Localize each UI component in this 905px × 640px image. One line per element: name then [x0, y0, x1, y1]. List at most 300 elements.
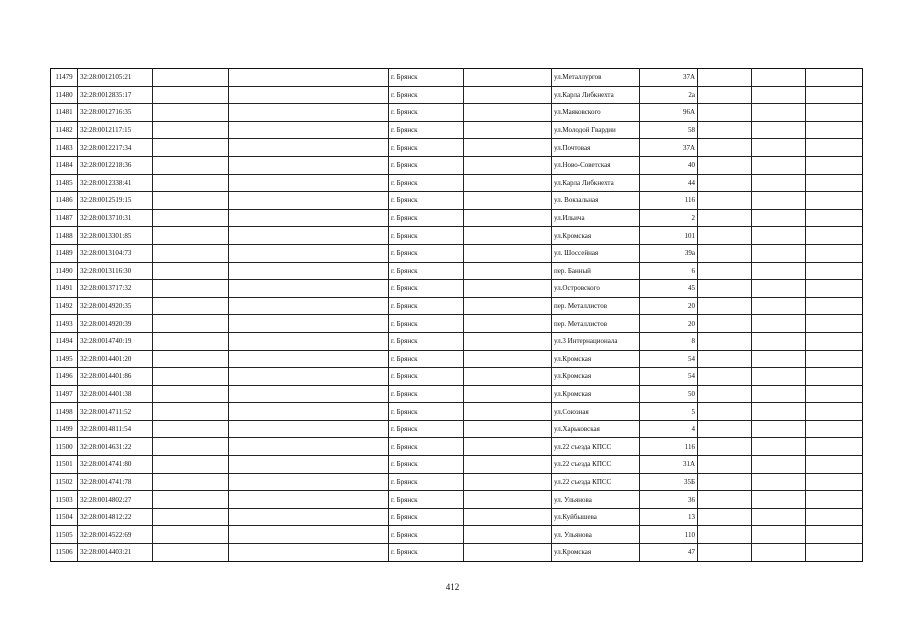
- row-number: 11506: [51, 544, 78, 562]
- empty-cell: [806, 297, 863, 315]
- table-row: [51, 69, 863, 87]
- row-number: 11501: [51, 456, 78, 474]
- empty-cell: [153, 526, 229, 544]
- row-number: 11502: [51, 473, 78, 491]
- empty-cell: [153, 473, 229, 491]
- city-cell: г. Брянск: [389, 262, 464, 280]
- empty-cell: [153, 139, 229, 157]
- empty-cell: [806, 438, 863, 456]
- empty-cell: [229, 438, 389, 456]
- empty-cell: [698, 473, 752, 491]
- empty-cell: [698, 508, 752, 526]
- house-number: 20: [640, 297, 698, 315]
- empty-cell: [153, 192, 229, 210]
- row-number: 11497: [51, 385, 78, 403]
- cadastral-number: 32:28:0012716:35: [78, 104, 153, 122]
- empty-cell: [229, 491, 389, 509]
- cadastral-number: 32:28:0014401:86: [78, 368, 153, 386]
- street-cell: ул. Ульянова: [552, 526, 640, 544]
- cadastral-number: 32:28:0014522:69: [78, 526, 153, 544]
- table-row: [51, 86, 863, 104]
- table-row: [51, 174, 863, 192]
- table-row: [51, 297, 863, 315]
- row-number: 11486: [51, 192, 78, 210]
- street-cell: ул.22 съезда КПСС: [552, 473, 640, 491]
- empty-cell: [752, 280, 806, 298]
- empty-cell: [229, 244, 389, 262]
- empty-cell: [752, 121, 806, 139]
- row-number: 11503: [51, 491, 78, 509]
- empty-cell: [698, 139, 752, 157]
- empty-cell: [806, 121, 863, 139]
- row-number: 11480: [51, 86, 78, 104]
- cadastral-number: 32:28:0014401:20: [78, 350, 153, 368]
- empty-cell: [806, 456, 863, 474]
- city-cell: г. Брянск: [389, 297, 464, 315]
- city-cell: г. Брянск: [389, 192, 464, 210]
- city-cell: г. Брянск: [389, 420, 464, 438]
- city-cell: г. Брянск: [389, 86, 464, 104]
- empty-cell: [752, 104, 806, 122]
- row-number: 11499: [51, 420, 78, 438]
- empty-cell: [698, 350, 752, 368]
- empty-cell: [229, 544, 389, 562]
- empty-cell: [464, 69, 552, 87]
- empty-cell: [153, 403, 229, 421]
- empty-cell: [806, 209, 863, 227]
- empty-cell: [464, 385, 552, 403]
- empty-cell: [464, 438, 552, 456]
- empty-cell: [153, 544, 229, 562]
- city-cell: г. Брянск: [389, 332, 464, 350]
- empty-cell: [806, 315, 863, 333]
- street-cell: пер. Банный: [552, 262, 640, 280]
- city-cell: г. Брянск: [389, 456, 464, 474]
- city-cell: г. Брянск: [389, 385, 464, 403]
- house-number: 37А: [640, 139, 698, 157]
- empty-cell: [464, 526, 552, 544]
- row-number: 11492: [51, 297, 78, 315]
- row-number: 11505: [51, 526, 78, 544]
- empty-cell: [464, 209, 552, 227]
- street-cell: ул.Кромская: [552, 544, 640, 562]
- empty-cell: [153, 438, 229, 456]
- empty-cell: [229, 280, 389, 298]
- empty-cell: [752, 491, 806, 509]
- empty-cell: [806, 227, 863, 245]
- empty-cell: [752, 69, 806, 87]
- house-number: 110: [640, 526, 698, 544]
- house-number: 40: [640, 156, 698, 174]
- empty-cell: [229, 332, 389, 350]
- city-cell: г. Брянск: [389, 438, 464, 456]
- house-number: 54: [640, 350, 698, 368]
- empty-cell: [153, 332, 229, 350]
- house-number: 47: [640, 544, 698, 562]
- empty-cell: [806, 368, 863, 386]
- city-cell: г. Брянск: [389, 473, 464, 491]
- empty-cell: [464, 420, 552, 438]
- empty-cell: [806, 508, 863, 526]
- row-number: 11479: [51, 69, 78, 87]
- empty-cell: [464, 262, 552, 280]
- empty-cell: [229, 508, 389, 526]
- empty-cell: [153, 508, 229, 526]
- city-cell: г. Брянск: [389, 121, 464, 139]
- empty-cell: [153, 227, 229, 245]
- house-number: 54: [640, 368, 698, 386]
- table-row: [51, 104, 863, 122]
- empty-cell: [806, 332, 863, 350]
- empty-cell: [464, 403, 552, 421]
- empty-cell: [806, 350, 863, 368]
- table-row: [51, 350, 863, 368]
- empty-cell: [752, 156, 806, 174]
- empty-cell: [698, 544, 752, 562]
- empty-cell: [752, 508, 806, 526]
- house-number: 44: [640, 174, 698, 192]
- empty-cell: [806, 280, 863, 298]
- empty-cell: [153, 69, 229, 87]
- empty-cell: [464, 350, 552, 368]
- table-row: [51, 156, 863, 174]
- cadastral-number: 32:28:0012105:21: [78, 69, 153, 87]
- house-number: 6: [640, 262, 698, 280]
- empty-cell: [229, 227, 389, 245]
- cadastral-number: 32:28:0013116:30: [78, 262, 153, 280]
- cadastral-number: 32:28:0014811:54: [78, 420, 153, 438]
- empty-cell: [464, 104, 552, 122]
- city-cell: г. Брянск: [389, 174, 464, 192]
- empty-cell: [698, 438, 752, 456]
- row-number: 11487: [51, 209, 78, 227]
- empty-cell: [752, 297, 806, 315]
- empty-cell: [229, 192, 389, 210]
- empty-cell: [229, 473, 389, 491]
- house-number: 4: [640, 420, 698, 438]
- cadastral-number: 32:28:0014920:35: [78, 297, 153, 315]
- empty-cell: [698, 420, 752, 438]
- house-number: 8: [640, 332, 698, 350]
- empty-cell: [698, 315, 752, 333]
- city-cell: г. Брянск: [389, 139, 464, 157]
- empty-cell: [464, 121, 552, 139]
- empty-cell: [752, 209, 806, 227]
- empty-cell: [698, 368, 752, 386]
- city-cell: г. Брянск: [389, 227, 464, 245]
- empty-cell: [806, 420, 863, 438]
- house-number: 96А: [640, 104, 698, 122]
- empty-cell: [698, 104, 752, 122]
- empty-cell: [752, 244, 806, 262]
- empty-cell: [752, 315, 806, 333]
- street-cell: ул.22 съезда КПСС: [552, 438, 640, 456]
- empty-cell: [464, 508, 552, 526]
- street-cell: ул.Кромская: [552, 368, 640, 386]
- street-cell: ул.22 съезда КПСС: [552, 456, 640, 474]
- empty-cell: [752, 174, 806, 192]
- empty-cell: [229, 121, 389, 139]
- empty-cell: [806, 69, 863, 87]
- empty-cell: [698, 227, 752, 245]
- house-number: 50: [640, 385, 698, 403]
- empty-cell: [229, 368, 389, 386]
- cadastral-number: 32:28:0012217:34: [78, 139, 153, 157]
- empty-cell: [698, 156, 752, 174]
- city-cell: г. Брянск: [389, 368, 464, 386]
- city-cell: г. Брянск: [389, 209, 464, 227]
- empty-cell: [464, 456, 552, 474]
- row-number: 11490: [51, 262, 78, 280]
- empty-cell: [464, 174, 552, 192]
- table-row: [51, 121, 863, 139]
- city-cell: г. Брянск: [389, 403, 464, 421]
- empty-cell: [752, 544, 806, 562]
- empty-cell: [229, 526, 389, 544]
- table-row: [51, 526, 863, 544]
- empty-cell: [153, 86, 229, 104]
- empty-cell: [153, 209, 229, 227]
- empty-cell: [229, 350, 389, 368]
- cadastral-number: 32:28:0013104:73: [78, 244, 153, 262]
- row-number: 11495: [51, 350, 78, 368]
- row-number: 11491: [51, 280, 78, 298]
- empty-cell: [698, 209, 752, 227]
- cadastral-number: 32:28:0013717:32: [78, 280, 153, 298]
- empty-cell: [752, 139, 806, 157]
- empty-cell: [698, 174, 752, 192]
- row-number: 11498: [51, 403, 78, 421]
- street-cell: ул.Кромская: [552, 385, 640, 403]
- empty-cell: [806, 262, 863, 280]
- cadastral-number: 32:28:0014403:21: [78, 544, 153, 562]
- empty-cell: [229, 456, 389, 474]
- empty-cell: [229, 156, 389, 174]
- empty-cell: [153, 174, 229, 192]
- city-cell: г. Брянск: [389, 104, 464, 122]
- city-cell: г. Брянск: [389, 544, 464, 562]
- empty-cell: [698, 280, 752, 298]
- street-cell: пер. Металлистов: [552, 315, 640, 333]
- street-cell: ул.Ильича: [552, 209, 640, 227]
- street-cell: ул.Маяковского: [552, 104, 640, 122]
- empty-cell: [229, 385, 389, 403]
- cadastral-number: 32:28:0012117:15: [78, 121, 153, 139]
- empty-cell: [229, 86, 389, 104]
- empty-cell: [464, 139, 552, 157]
- empty-cell: [698, 385, 752, 403]
- empty-cell: [698, 86, 752, 104]
- row-number: 11485: [51, 174, 78, 192]
- city-cell: г. Брянск: [389, 280, 464, 298]
- empty-cell: [153, 121, 229, 139]
- empty-cell: [698, 297, 752, 315]
- cadastral-number: 32:28:0014631:22: [78, 438, 153, 456]
- empty-cell: [698, 403, 752, 421]
- cadastral-number: 32:28:0014920:39: [78, 315, 153, 333]
- street-cell: ул. Вокзальная: [552, 192, 640, 210]
- table-row: [51, 139, 863, 157]
- table-row: [51, 332, 863, 350]
- empty-cell: [153, 104, 229, 122]
- street-cell: ул.Карла Либкнехта: [552, 174, 640, 192]
- table-row: [51, 192, 863, 210]
- street-cell: ул.Союзная: [552, 403, 640, 421]
- table-row: [51, 262, 863, 280]
- table-row: [51, 385, 863, 403]
- table-row: [51, 227, 863, 245]
- row-number: 11484: [51, 156, 78, 174]
- empty-cell: [153, 385, 229, 403]
- empty-cell: [752, 385, 806, 403]
- empty-cell: [806, 156, 863, 174]
- empty-cell: [806, 139, 863, 157]
- empty-cell: [698, 262, 752, 280]
- empty-cell: [752, 227, 806, 245]
- empty-cell: [153, 297, 229, 315]
- empty-cell: [464, 315, 552, 333]
- empty-cell: [464, 544, 552, 562]
- house-number: 31А: [640, 456, 698, 474]
- empty-cell: [153, 315, 229, 333]
- empty-cell: [806, 526, 863, 544]
- house-number: 39а: [640, 244, 698, 262]
- city-cell: г. Брянск: [389, 526, 464, 544]
- cadastral-number: 32:28:0012218:36: [78, 156, 153, 174]
- empty-cell: [752, 368, 806, 386]
- row-number: 11504: [51, 508, 78, 526]
- city-cell: г. Брянск: [389, 315, 464, 333]
- empty-cell: [698, 332, 752, 350]
- table-row: [51, 420, 863, 438]
- city-cell: г. Брянск: [389, 156, 464, 174]
- street-cell: ул.Почтовая: [552, 139, 640, 157]
- empty-cell: [806, 473, 863, 491]
- empty-cell: [752, 192, 806, 210]
- house-number: 20: [640, 315, 698, 333]
- cadastral-number: 32:28:0013710:31: [78, 209, 153, 227]
- street-cell: ул.Кромская: [552, 227, 640, 245]
- empty-cell: [229, 297, 389, 315]
- table-row: [51, 403, 863, 421]
- cadastral-number: 32:28:0014711:52: [78, 403, 153, 421]
- empty-cell: [752, 403, 806, 421]
- city-cell: г. Брянск: [389, 508, 464, 526]
- street-cell: ул.Островского: [552, 280, 640, 298]
- cadastral-number: 32:28:0014741:78: [78, 473, 153, 491]
- street-cell: пер. Металлистов: [552, 297, 640, 315]
- street-cell: ул.Карла Либкнехта: [552, 86, 640, 104]
- empty-cell: [229, 174, 389, 192]
- cadastral-number: 32:28:0014812:22: [78, 508, 153, 526]
- house-number: 116: [640, 438, 698, 456]
- empty-cell: [153, 420, 229, 438]
- table-row: [51, 473, 863, 491]
- empty-cell: [464, 297, 552, 315]
- row-number: 11500: [51, 438, 78, 456]
- empty-cell: [153, 368, 229, 386]
- cadastral-number: 32:28:0014741:80: [78, 456, 153, 474]
- empty-cell: [464, 368, 552, 386]
- empty-cell: [806, 86, 863, 104]
- empty-cell: [229, 69, 389, 87]
- empty-cell: [464, 227, 552, 245]
- row-number: 11488: [51, 227, 78, 245]
- street-cell: ул.Ново-Советская: [552, 156, 640, 174]
- empty-cell: [752, 350, 806, 368]
- empty-cell: [153, 262, 229, 280]
- empty-cell: [464, 86, 552, 104]
- cadastral-number: 32:28:0013301:85: [78, 227, 153, 245]
- house-number: 101: [640, 227, 698, 245]
- table-row: [51, 491, 863, 509]
- city-cell: г. Брянск: [389, 491, 464, 509]
- empty-cell: [806, 385, 863, 403]
- house-number: 36: [640, 491, 698, 509]
- empty-cell: [464, 244, 552, 262]
- row-number: 11494: [51, 332, 78, 350]
- empty-cell: [698, 491, 752, 509]
- street-cell: ул.Металлургов: [552, 69, 640, 87]
- empty-cell: [752, 420, 806, 438]
- cadastral-number: 32:28:0014802:27: [78, 491, 153, 509]
- empty-cell: [464, 332, 552, 350]
- cadastral-number: 32:28:0012338:41: [78, 174, 153, 192]
- table-row: [51, 456, 863, 474]
- table-row: [51, 508, 863, 526]
- empty-cell: [752, 438, 806, 456]
- empty-cell: [464, 156, 552, 174]
- street-cell: ул. Шоссейная: [552, 244, 640, 262]
- street-cell: ул. Ульянова: [552, 491, 640, 509]
- row-number: 11482: [51, 121, 78, 139]
- empty-cell: [806, 192, 863, 210]
- empty-cell: [153, 280, 229, 298]
- street-cell: ул.Кромская: [552, 350, 640, 368]
- empty-cell: [752, 526, 806, 544]
- city-cell: г. Брянск: [389, 244, 464, 262]
- empty-cell: [229, 104, 389, 122]
- empty-cell: [698, 456, 752, 474]
- empty-cell: [698, 192, 752, 210]
- house-number: 35Б: [640, 473, 698, 491]
- empty-cell: [806, 244, 863, 262]
- empty-cell: [806, 491, 863, 509]
- house-number: 45: [640, 280, 698, 298]
- street-cell: ул.Куйбышева: [552, 508, 640, 526]
- house-number: 116: [640, 192, 698, 210]
- empty-cell: [153, 156, 229, 174]
- empty-cell: [698, 244, 752, 262]
- row-number: 11493: [51, 315, 78, 333]
- registry-table: [50, 68, 863, 562]
- empty-cell: [806, 104, 863, 122]
- empty-cell: [464, 491, 552, 509]
- cadastral-number: 32:28:0014740:19: [78, 332, 153, 350]
- empty-cell: [153, 456, 229, 474]
- table-row: [51, 244, 863, 262]
- empty-cell: [698, 526, 752, 544]
- house-number: 13: [640, 508, 698, 526]
- empty-cell: [752, 332, 806, 350]
- empty-cell: [464, 192, 552, 210]
- table-row: [51, 368, 863, 386]
- empty-cell: [806, 174, 863, 192]
- street-cell: ул.Харьковская: [552, 420, 640, 438]
- empty-cell: [229, 209, 389, 227]
- empty-cell: [698, 69, 752, 87]
- empty-cell: [229, 420, 389, 438]
